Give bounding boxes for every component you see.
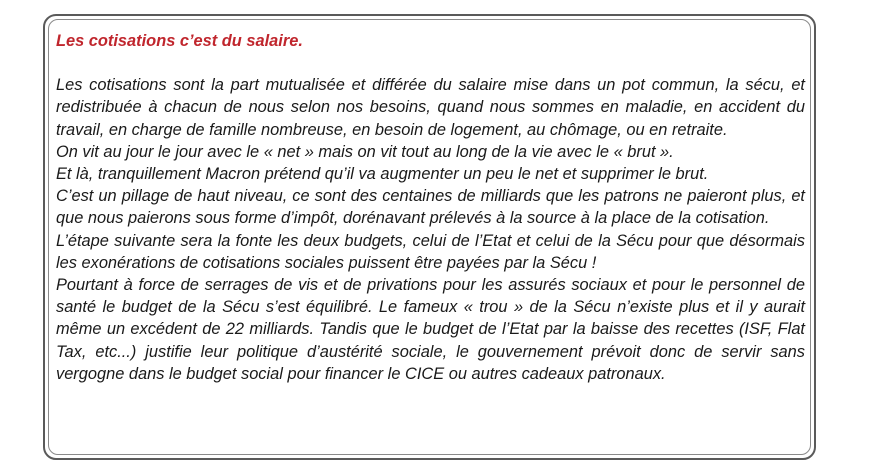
paragraph-pillage: C’est un pillage de haut niveau, ce sont des centaines de milliards que les patrons ne paieront plus, et que nous paierons sous forme d’impôt, dorénavant prélevés à la source à la place de la cotisation.	[56, 187, 805, 228]
paragraph-cotisations-definition: Les cotisations sont la part mutualisée et différée du salaire mise dans un pot commun, la sécu, et redistribuée à chacun de nous selon nos besoins, quand nous sommes en maladie, en accident du travail, en charge de famille nombreuse, en besoin de logement, au chômage, ou en retraite.	[56, 76, 805, 139]
paragraph-net-brut: On vit au jour le jour avec le « net » mais on vit tout au long de la vie avec le « brut ».	[56, 142, 674, 161]
article-box	[56, 30, 805, 385]
paragraph-macron: Et là, tranquillement Macron prétend qu’il va augmenter un peu le net et supprimer le brut.	[56, 165, 709, 184]
paragraph-fonte-budgets: L’étape suivante sera la fonte les deux budgets, celui de l’Etat et celui de la Sécu pour que désormais les exonérations de cotisations sociales puissent être payées par la Sécu !	[56, 231, 805, 272]
article-title: Les cotisations c’est du salaire.	[56, 32, 303, 50]
paragraph-budget-secu: Pourtant à force de serrages de vis et de privations pour les assurés sociaux et pour le personnel de santé le budget de la Sécu s’est équilibré. Le fameux « trou » de la Sécu n’existe plus et il y aurait même un excédent de 22 milliards. Tandis que le budget de l’Etat par la baisse des recettes (ISF, Flat Tax, etc...) justifie leur politique d’austérité sociale, le gouvernement prévoit donc de servir sans vergogne dans le budget social pour financer le CICE ou autres cadeaux patronaux.	[56, 276, 805, 383]
